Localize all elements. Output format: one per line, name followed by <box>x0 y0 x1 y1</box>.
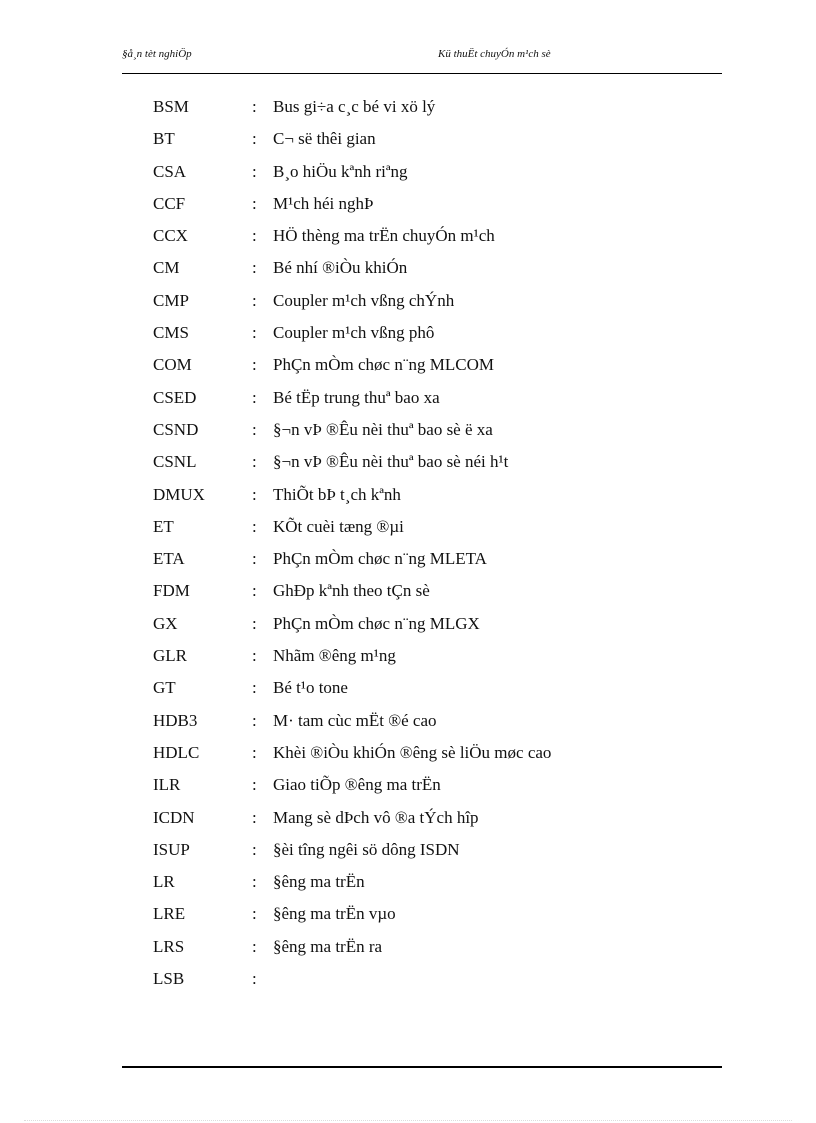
abbreviation-term: GT <box>153 678 176 698</box>
abbreviation-row <box>153 742 713 774</box>
abbreviation-term: LR <box>153 872 175 892</box>
abbreviation-term: CCX <box>153 226 188 246</box>
abbreviation-term: HDB3 <box>153 710 198 730</box>
abbreviation-term: ET <box>153 516 174 536</box>
abbreviation-definition: M· tam cùc mËt ®é cao <box>273 710 437 730</box>
abbreviation-row <box>153 193 713 225</box>
abbreviation-colon: : <box>252 904 257 924</box>
abbreviation-definition: GhÐp kªnh theo tÇn sè <box>273 581 430 601</box>
abbreviation-definition: KÕt cuèi tæng ®µi <box>273 516 404 536</box>
abbreviation-row <box>153 807 713 839</box>
abbreviation-colon: : <box>252 452 257 472</box>
abbreviation-row <box>153 710 713 742</box>
abbreviation-row <box>153 290 713 322</box>
abbreviation-row <box>153 613 713 645</box>
abbreviation-term: BSM <box>153 97 189 116</box>
abbreviation-colon: : <box>252 516 257 536</box>
abbreviation-term: LSB <box>153 969 185 989</box>
abbreviation-definition: §êng ma trËn vµo <box>273 904 396 924</box>
abbreviation-term: CCF <box>153 193 186 213</box>
abbreviation-colon: : <box>252 839 257 859</box>
abbreviation-row <box>153 677 713 709</box>
abbreviation-colon: : <box>252 161 257 181</box>
abbreviation-colon: : <box>252 710 257 730</box>
abbreviation-definition: Bus gi÷a c¸c bé vi xö lý <box>273 97 436 116</box>
abbreviation-definition: Coupler m¹ch vßng phô <box>273 323 435 343</box>
abbreviation-term: ISUP <box>153 839 190 859</box>
abbreviation-term: HDLC <box>153 742 200 762</box>
header-divider <box>122 73 722 74</box>
abbreviation-row <box>153 96 713 128</box>
abbreviation-colon: : <box>252 129 257 149</box>
abbreviation-definition: §èi tîng ngêi sö dông ISDN <box>273 839 460 859</box>
abbreviation-definition: §¬n vÞ ®Êu nèi thuª bao sè ë xa <box>273 419 493 439</box>
abbreviation-colon: : <box>252 323 257 343</box>
abbreviation-definition: Bé tËp trung thuª bao xa <box>273 387 440 407</box>
abbreviation-term: ICDN <box>153 807 195 827</box>
abbreviation-definition: Khèi ®iÒu khiÓn ®êng sè liÖu møc cao <box>273 742 552 762</box>
abbreviation-term: CM <box>153 258 180 278</box>
abbreviation-definition: §êng ma trËn ra <box>273 936 383 956</box>
abbreviation-row <box>153 774 713 806</box>
abbreviation-row <box>153 387 713 419</box>
abbreviation-definition: Giao tiÕp ®êng ma trËn <box>273 775 441 795</box>
abbreviation-row <box>153 839 713 871</box>
abbreviation-term: LRS <box>153 936 185 956</box>
abbreviation-colon: : <box>252 97 257 116</box>
abbreviation-colon: : <box>252 807 257 827</box>
abbreviation-row <box>153 225 713 257</box>
abbreviation-colon: : <box>252 678 257 698</box>
abbreviation-colon: : <box>252 775 257 795</box>
abbreviation-term: LRE <box>153 904 186 924</box>
abbreviation-colon: : <box>252 258 257 278</box>
abbreviation-colon: : <box>252 290 257 310</box>
page-bottom-edge <box>24 1120 792 1121</box>
abbreviation-row <box>153 419 713 451</box>
abbreviation-row <box>153 548 713 580</box>
abbreviation-row <box>153 871 713 903</box>
abbreviation-term: CSNL <box>153 452 197 472</box>
abbreviation-colon: : <box>252 226 257 246</box>
abbreviation-colon: : <box>252 742 257 762</box>
abbreviation-list <box>153 96 713 1000</box>
abbreviation-colon: : <box>252 484 257 504</box>
abbreviation-definition: PhÇn mÒm chøc n¨ng MLETA <box>273 549 487 569</box>
abbreviation-row <box>153 580 713 612</box>
abbreviation-row <box>153 451 713 483</box>
abbreviation-term: ETA <box>153 549 185 569</box>
abbreviation-colon: : <box>252 419 257 439</box>
abbreviation-row <box>153 322 713 354</box>
abbreviation-term: CMS <box>153 323 189 343</box>
abbreviation-term: COM <box>153 355 192 375</box>
abbreviation-definition: B¸o hiÖu kªnh riªng <box>273 161 408 181</box>
abbreviation-row <box>153 516 713 548</box>
abbreviation-definition: PhÇn mÒm chøc n¨ng MLGX <box>273 613 480 633</box>
footer-divider <box>122 1066 722 1068</box>
abbreviation-colon: : <box>252 581 257 601</box>
abbreviation-row <box>153 161 713 193</box>
abbreviation-row <box>153 354 713 386</box>
abbreviation-colon: : <box>252 872 257 892</box>
abbreviation-term: CSED <box>153 387 197 407</box>
abbreviation-colon: : <box>252 936 257 956</box>
abbreviation-row <box>153 936 713 968</box>
abbreviation-colon: : <box>252 549 257 569</box>
abbreviation-row <box>153 484 713 516</box>
abbreviation-term: GLR <box>153 646 187 666</box>
abbreviation-definition: §¬n vÞ ®Êu nèi thuª bao sè néi h¹t <box>273 452 509 472</box>
page-header <box>122 48 722 68</box>
abbreviation-colon: : <box>252 355 257 375</box>
abbreviation-term: BT <box>153 129 175 149</box>
abbreviation-row <box>153 645 713 677</box>
abbreviation-definition: HÖ thèng ma trËn chuyÓn m¹ch <box>273 226 495 246</box>
abbreviation-colon: : <box>252 387 257 407</box>
abbreviation-term: FDM <box>153 581 190 601</box>
header-document-title: §å¸n tèt nghiÖp <box>122 48 192 60</box>
abbreviation-term: ILR <box>153 775 181 795</box>
abbreviation-colon: : <box>252 613 257 633</box>
abbreviation-definition: C¬ së thêi gian <box>273 129 376 149</box>
abbreviation-colon: : <box>252 646 257 666</box>
abbreviation-definition: Nhãm ®êng m¹ng <box>273 646 396 666</box>
abbreviation-term: GX <box>153 613 178 633</box>
abbreviation-colon: : <box>252 193 257 213</box>
abbreviation-term: CSND <box>153 419 199 439</box>
abbreviation-term: CMP <box>153 290 189 310</box>
abbreviation-row <box>153 903 713 935</box>
abbreviation-colon: : <box>252 969 257 989</box>
abbreviation-definition: Bé t¹o tone <box>273 678 348 698</box>
header-chapter-title: Kü thuËt chuyÓn m¹ch sè <box>438 48 551 60</box>
abbreviation-row <box>153 128 713 160</box>
abbreviation-row <box>153 968 713 1000</box>
abbreviation-term: CSA <box>153 161 187 181</box>
abbreviation-definition: Bé nhí ®iÒu khiÓn <box>273 258 408 278</box>
abbreviation-definition: ThiÕt bÞ t¸ch kªnh <box>273 484 401 504</box>
abbreviation-definition: M¹ch héi nghÞ <box>273 193 374 213</box>
abbreviation-definition: Coupler m¹ch vßng chÝnh <box>273 290 455 310</box>
abbreviation-definition: Mang sè dÞch vô ®a tÝch hîp <box>273 807 479 827</box>
abbreviation-definition: §êng ma trËn <box>273 872 365 892</box>
abbreviation-term: DMUX <box>153 484 205 504</box>
abbreviation-definition: PhÇn mÒm chøc n¨ng MLCOM <box>273 355 494 375</box>
abbreviation-row <box>153 257 713 289</box>
